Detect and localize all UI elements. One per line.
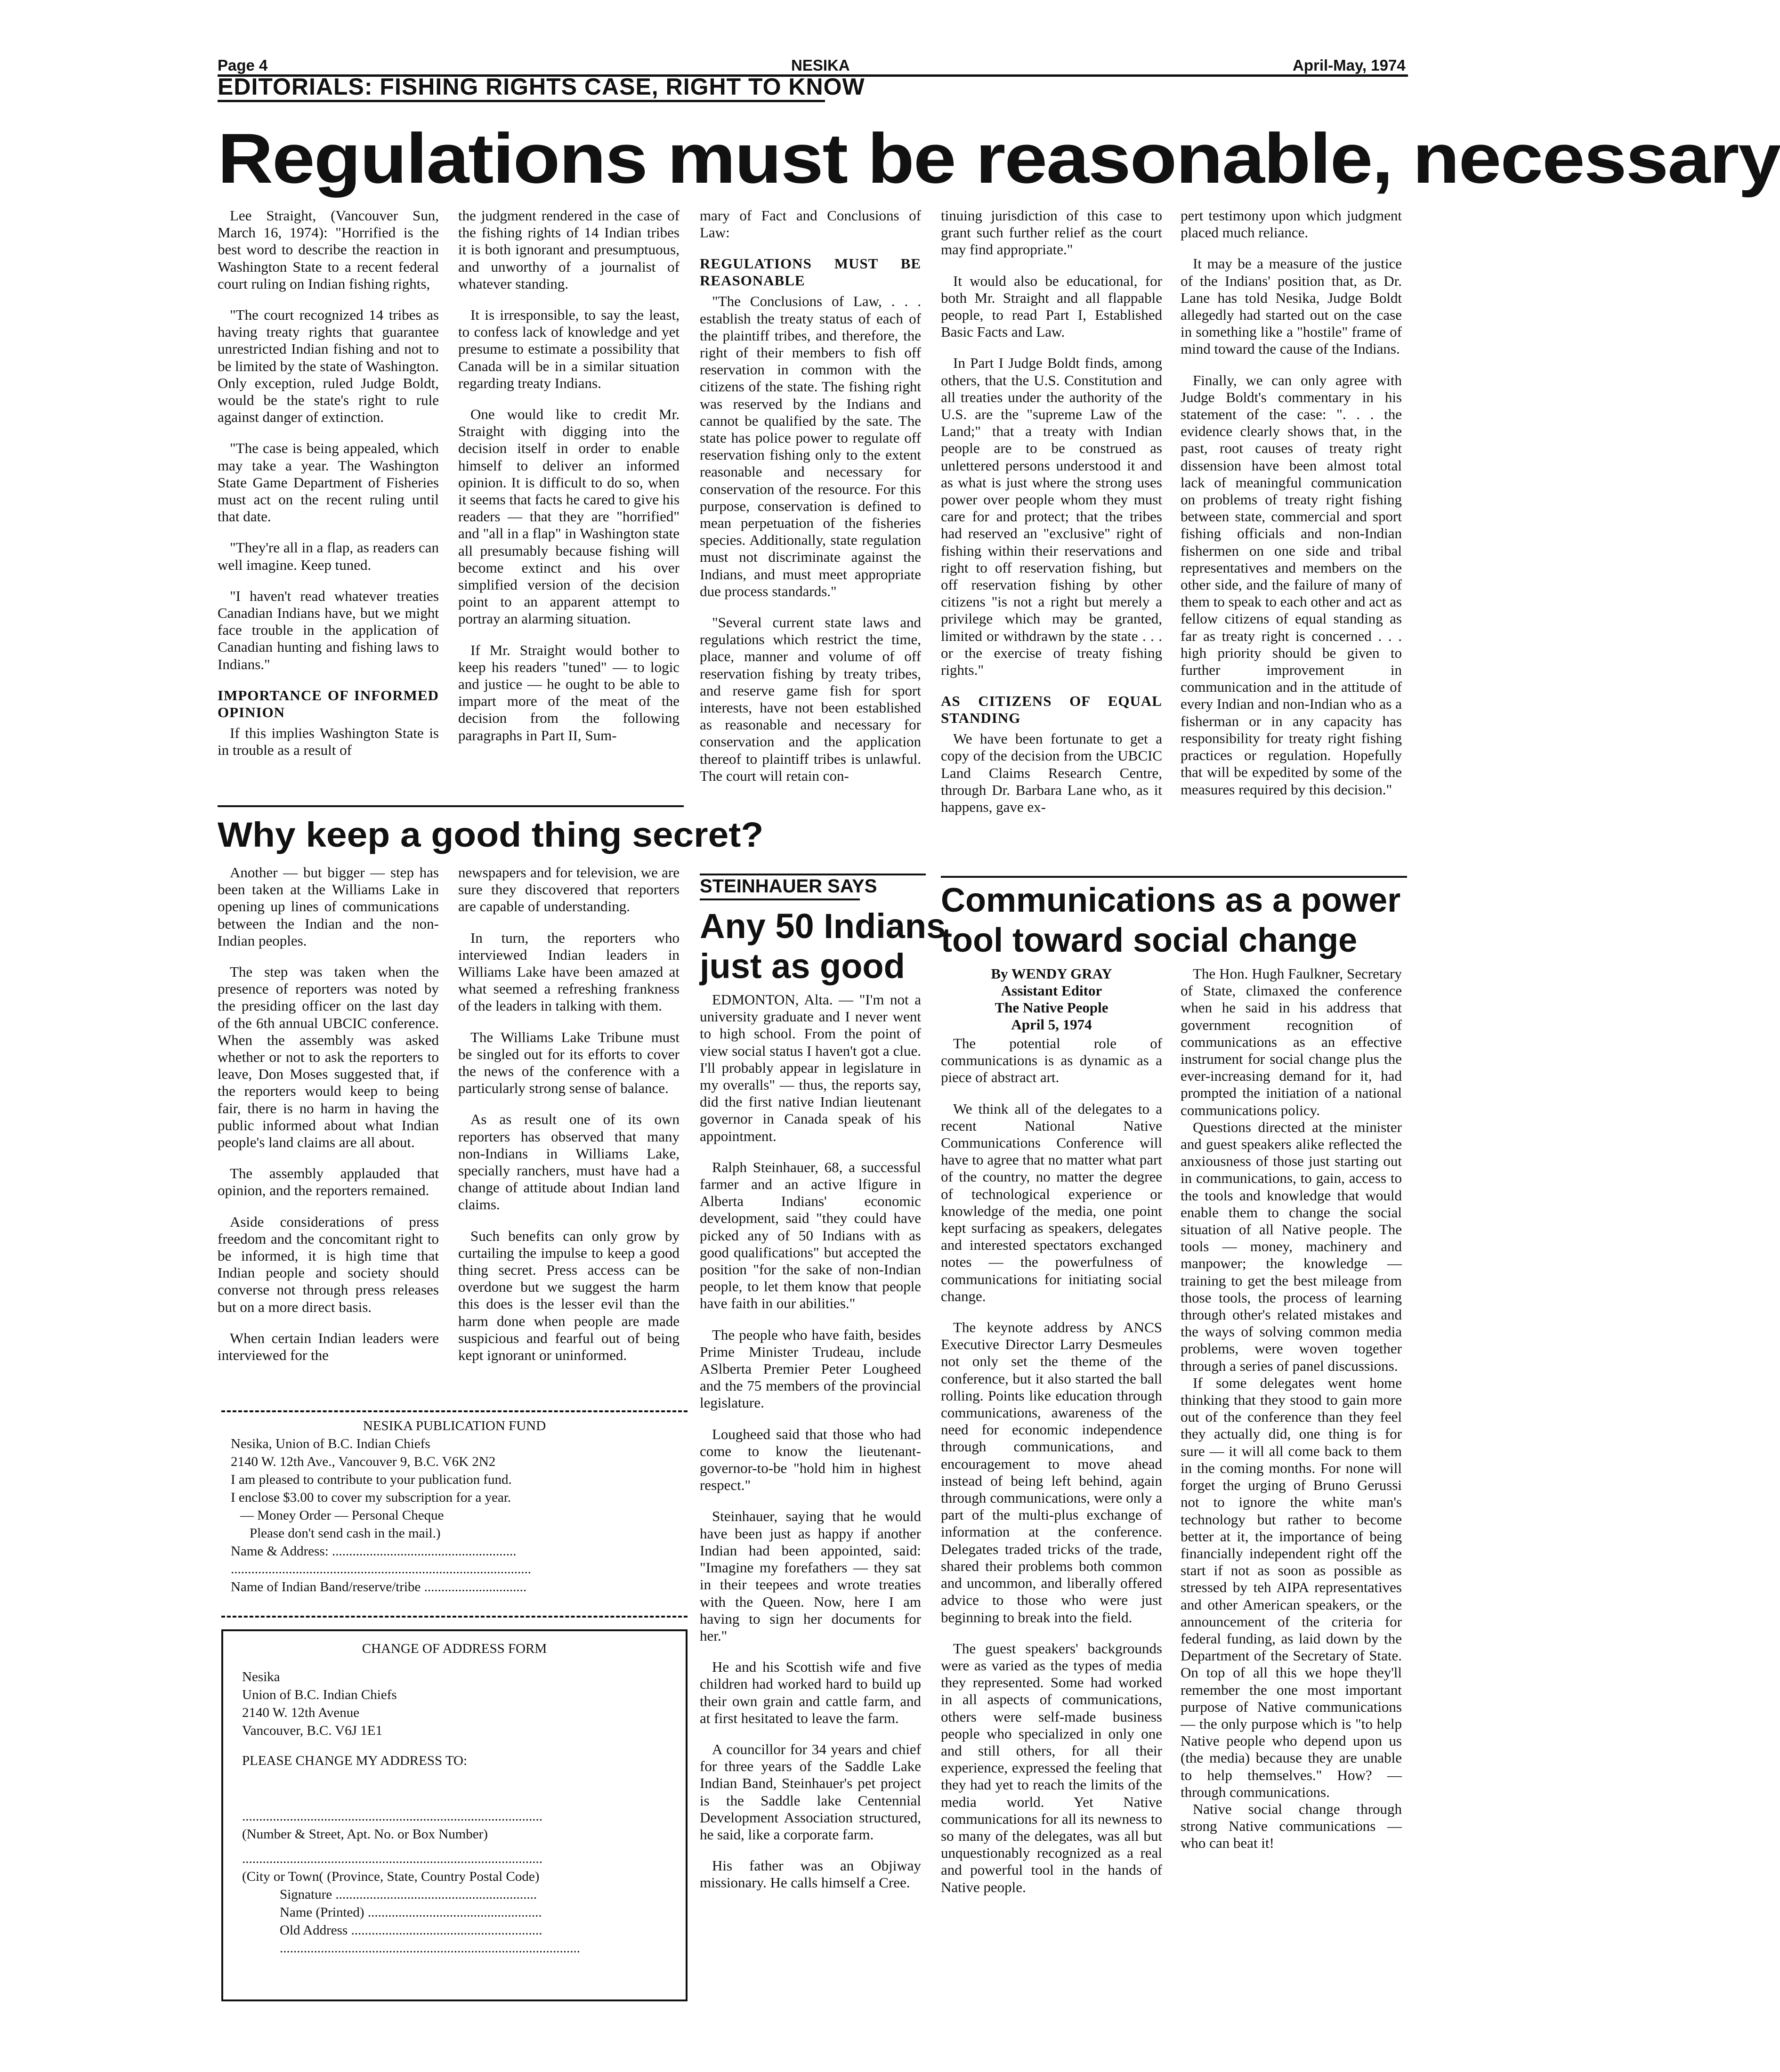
secret-column-1: [218, 864, 439, 1378]
band-field[interactable]: Name of Indian Band/reserve/tribe ..............................: [231, 1579, 527, 1594]
paragraph: The people who have faith, besides Prime Minister Trudeau, include ASlberta Premier Peter Lougheed and the 75 members of the provincial legislature.: [700, 1326, 921, 1411]
editorial-column-5: [1181, 207, 1402, 812]
paragraph: We have been fortunate to get a copy of the decision from the UBCIC Land Claims Research Centre, through Dr. Barbara Lane who, as it happens, gave ex-: [941, 730, 1162, 816]
paragraph: Ralph Steinhauer, 68, a successful farmer and an active lfigure in Alberta Indians' economic development, said "they could have picked any of 50 Indians with as good qualifications" but accepted the position "for the sake of non-Indian people, to let them know that people have faith in our abilities.": [700, 1158, 921, 1312]
editorial-column-4: [941, 207, 1162, 830]
coupon-line: 2140 W. 12th Ave., Vancouver 9, B.C. V6K 2N2: [231, 1454, 496, 1469]
form-line: 2140 W. 12th Avenue: [242, 1705, 360, 1720]
publication-fund-coupon: [221, 1410, 688, 1618]
old-address-field[interactable]: Old Address ........................................................: [280, 1923, 542, 1938]
form-instruction: PLEASE CHANGE MY ADDRESS TO:: [242, 1753, 468, 1768]
paragraph: One would like to credit Mr. Straight with digging into the decision itself in order to enable himself to deliver an informed opinion. It is difficult to do so, when it seems that facts he cared to give his readers — that they are "horrified" and "all in a flap" in Washington state all presumably because fishing will become extinct and his over simplified version of the decision point to an apparent attempt to portray an alarming situation.: [458, 406, 680, 627]
secret-headline: Why keep a good thing secret?: [218, 815, 764, 854]
page-number: Page 4: [218, 57, 268, 74]
paragraph: EDMONTON, Alta. — "I'm not a university graduate and I never went to high school. From the point of view social status I haven't got a clue. I'll probably appear in legislature in my overalls" — thus, the reports say, did the first native Indian lieutenant governor in Canada speak of his appointment.: [700, 991, 921, 1144]
street-label: (Number & Street, Apt. No. or Box Number): [242, 1827, 488, 1842]
coupon-title: NESIKA PUBLICATION FUND: [363, 1418, 546, 1433]
byline-date: April 5, 1974: [1011, 1016, 1092, 1033]
old-address-continuation-field[interactable]: ........................................................................................: [280, 1941, 580, 1956]
coupon-line: Please don't send cash in the mail.): [250, 1526, 441, 1541]
paragraph: pert testimony upon which judgment placed much reliance.: [1181, 207, 1402, 241]
form-title: CHANGE OF ADDRESS FORM: [362, 1641, 547, 1656]
section-rule: [941, 876, 1407, 878]
byline-source: The Native People: [995, 999, 1108, 1016]
city-label: (City or Town( (Province, State, Country Postal Code): [242, 1869, 540, 1884]
communications-column-1: [941, 965, 1162, 1910]
paragraph: Native social change through strong Native communications — who can beat it!: [1181, 1800, 1402, 1852]
paragraph: "Several current state laws and regulations which restrict the time, place, manner and volume of off reservation fishing by treaty tribes, and reserve game fish for sport interests, have not been established as reasonable and necessary for conservation and the application thereof to plaintiff tribes is unlawful. The court will retain con-: [700, 614, 921, 784]
signature-field[interactable]: Signature ...........................................................: [280, 1887, 537, 1902]
paragraph: It is irresponsible, to say the least, to confess lack of knowledge and yet presume to estimate a possibility that Canada will be in a similar situation regarding treaty Indians.: [458, 307, 680, 391]
paragraph: The Williams Lake Tribune must be singled out for its efforts to cover the news of the conference with a particularly strong sense of balance.: [458, 1028, 680, 1097]
paragraph: In turn, the reporters who interviewed Indian leaders in Williams Lake have been amazed at what seemed a refreshing frankness of the leaders in talking with them.: [458, 929, 680, 1014]
paragraph: In Part I Judge Boldt finds, among others, that the U.S. Constitution and all treaties under the authority of the U.S. are the "supreme Law of the Land;" that a treaty with Indian people are to be construed as unlettered persons understood it and as what is just where the strong uses power over people whom they must care for and protect; that the tribes had reserved an "exclusive" right of fishing within their reservations and right to off reservation fishing, but off reservation fishing by other citizens "is not a right but merely a privilege which may be granted, limited or withdrawn by the state . . . or the exercise of treaty fishing rights.": [941, 355, 1162, 679]
paragraph: As as result one of its own reporters has observed that many non-Indians in Williams Lake, specially ranchers, must have had a change of attitude about Indian land claims.: [458, 1111, 680, 1213]
secret-column-2: [458, 864, 680, 1378]
byline-author: By WENDY GRAY: [991, 965, 1112, 982]
paragraph: When certain Indian leaders were interviewed for the: [218, 1329, 439, 1364]
paragraph: His father was an Objiway missionary. He calls himself a Cree.: [700, 1857, 921, 1891]
communications-column-2: [1181, 965, 1402, 1852]
city-field[interactable]: ........................................................................................: [242, 1851, 542, 1866]
issue-date: April-May, 1974: [1293, 57, 1406, 74]
paragraph: Questions directed at the minister and guest speakers alike reflected the anxiousness of those just starting out in communications, to gain, access to the tools and knowledge that would enable them to change the social situation of all Native people. The tools — money, machinery and manpower; the knowledge — training to get the best mileage from those tools, the process of learning through other's related mistakes and the ways of solving common media problems, were woven together through a series of panel discussions.: [1181, 1118, 1402, 1374]
byline-title: Assistant Editor: [1001, 982, 1102, 999]
street-field[interactable]: ........................................................................................: [242, 1809, 542, 1824]
coupon-line: I enclose $3.00 to cover my subscription for a year.: [231, 1490, 511, 1505]
paragraph: mary of Fact and Conclusions of Law:: [700, 207, 921, 241]
communications-headline-line-2: tool toward social change: [941, 922, 1358, 959]
payment-options[interactable]: — Money Order — Personal Cheque: [240, 1508, 444, 1523]
paragraph: If some delegates went home thinking that they stood to gain more out of the conference than they feel they actually did, one thing is for sure — it will all come back to them in the coming months. For none will forget the urging of Bruno Gerussi not to ignore the white man's technology but rather to become better at it, the importance of being financially independent right off the start if not as soon as possible as stressed by teh AIPA representatives and other American speakers, or the announcement of the criteria for federal funding, as laid down by the Department of the Secretary of State. On top of all this we hope they'll remember the one most important purpose of Native communications — the only purpose which is "to help Native people who depend upon us (the media) because they are unable to help themselves." How? — through communications.: [1181, 1374, 1402, 1800]
paragraph: The guest speakers' backgrounds were as varied as the types of media they represented. Some had worked in all aspects of communications, others were self-made business people who specialized in only one and still others, for all their experience, expressed the feeling that they had yet to reach the limits of the media world. Yet Native communications for all its newness to so many of the delegates, was all but unquestionably recognized as a real and powerful tool in the hands of Native people.: [941, 1640, 1162, 1895]
section-rule: [700, 874, 926, 875]
paragraph: A councillor for 34 years and chief for three years of the Saddle Lake Indian Band, Steinhauer's pet project is the Saddle lake Centennial Development Association structured, he said, like a corporate farm.: [700, 1740, 921, 1843]
editorial-column-1: [218, 207, 439, 773]
section-kicker: EDITORIALS: FISHING RIGHTS CASE, RIGHT TO KNOW: [218, 73, 865, 100]
form-line: Vancouver, B.C. V6J 1E1: [242, 1723, 382, 1738]
paragraph: "The Conclusions of Law, . . . establish the treaty status of each of the plaintiff tribes, and therefore, the right of their members to fish off reservation in common with the citizens of the state. The fishing right was reserved by the Indians and cannot be qualified by the sate. The state has police power to regulate off reservation fishing only to the extent reasonable and necessary for conservation of the resource. For this purpose, conservation is defined to mean perpetuation of the fisheries species. Additionally, state regulation must not discriminate against the Indians, and must meet appropriate due process standards.": [700, 293, 921, 599]
coupon-line: Nesika, Union of B.C. Indian Chiefs: [231, 1436, 430, 1451]
paragraph: The Hon. Hugh Faulkner, Secretary of State, climaxed the conference when he said in his address that government recognition of communications as an effective instrument for social change plus the ever-increasing demand for it, had prompted the initiation of a national communications policy.: [1181, 965, 1402, 1118]
steinhauer-kicker: STEINHAUER SAYS: [700, 876, 877, 897]
paragraph: The step was taken when the presence of reporters was noted by the presiding officer on the last day of the 6th annual UBCIC conference. When the assembly was asked whether or not to ask the reporters to leave, Don Moses suggested that, if the reporters would keep to being fair, there is no harm in having the public informed about what Indian people's land claims are all about.: [218, 963, 439, 1151]
form-line: Nesika: [242, 1669, 280, 1684]
kicker-underline: [218, 100, 825, 102]
editorial-column-2: [458, 207, 680, 758]
communications-headline-line-1: Communications as a power: [941, 882, 1401, 919]
paragraph: Such benefits can only grow by curtailing the impulse to keep a good thing secret. Press access can be overdone but we suggest the harm this does is the lesser evil than the harm done when people are made suspicious and fearful out of being kept ignorant or uninformed.: [458, 1227, 680, 1364]
printed-name-field[interactable]: Name (Printed) ...................................................: [280, 1905, 542, 1920]
main-headline: Regulations must be reasonable, necessary: [218, 119, 1780, 198]
section-rule: [218, 805, 684, 807]
paragraph: Another — but bigger — step has been taken at the Williams Lake in opening up lines of communications between the Indian and the non-Indian peoples.: [218, 864, 439, 949]
paragraph: Lougheed said that those who had come to know the lieutenant-governor-to-be "hold him in highest respect.": [700, 1425, 921, 1494]
paragraph: It may be a measure of the justice of the Indians' position that, as Dr. Lane has told Nesika, Judge Boldt allegedly had started out on the case in something like a "hostile" frame of mind toward the cause of the Indians.: [1181, 255, 1402, 357]
kicker-underline: [700, 898, 860, 900]
subhead: IMPORTANCE OF INFORMED OPINION: [218, 687, 439, 720]
paragraph: "They're all in a flap, as readers can well imagine. Keep tuned.: [218, 539, 439, 573]
paragraph: The potential role of communications is as dynamic as a piece of abstract art.: [941, 1035, 1162, 1086]
change-of-address-form: [221, 1629, 688, 2001]
paragraph: the judgment rendered in the case of the fishing rights of 14 Indian tribes it is both ignorant and presumptuous, and unworthy of a journalist of whatever standing.: [458, 207, 680, 292]
name-address-field[interactable]: Name & Address: ......................................................: [231, 1544, 517, 1559]
paragraph: "The court recognized 14 tribes as having treaty rights that guarantee unrestricted Indian fishing and not to be limited by the state of Washington. Only exception, ruled Judge Boldt, would be the state's right to rule against danger of extinction.: [218, 307, 439, 426]
editorial-column-3: [700, 207, 921, 799]
steinhauer-headline-line-2: just as good: [700, 947, 905, 986]
paragraph: Steinhauer, saying that he would have been just as happy if another Indian had been appointed, said: "Imagine my forefathers — they sat in their teepees and wrote treaties with the Queen. Now, here I am having to sign her documents for her.": [700, 1508, 921, 1644]
address-continuation-field[interactable]: ........................................................................................: [231, 1562, 531, 1577]
steinhauer-headline-line-1: Any 50 Indians: [700, 906, 946, 946]
paragraph: Finally, we can only agree with Judge Boldt's commentary in his statement of the case: ". . . the evidence clearly shows that, in the past, root causes of treaty right dissension have been almost total lack of meaningful communication on problems of treaty right fishing between state, commercial and sport fishing officials and non-Indian fishermen on one side and tribal representatives and members on the other side, and the failure of many of them to speak to each other and act as fellow citizens of equal standing as far as treaty right is concerned . . . high priority should be given to further improvement in communication and in the attitude of every Indian and non-Indian who as a fisherman or in any capacity has responsibility for treaty right fishing practices or regulation. Hopefully that will be expedited by some of the measures required by this decision.": [1181, 372, 1402, 798]
steinhauer-column: [700, 991, 921, 1906]
paragraph: newspapers and for television, we are sure they discovered that reporters are capable of understanding.: [458, 864, 680, 915]
paragraph: If Mr. Straight would bother to keep his readers "tuned" — to logic and justice — he ought to be able to impart more of the meat of the decision from the following paragraphs in Part II, Sum-: [458, 641, 680, 744]
paragraph: If this implies Washington State is in trouble as a result of: [218, 724, 439, 759]
paragraph: He and his Scottish wife and five children had worked hard to build up their own grain and cattle farm, and at first hesitated to leave the farm.: [700, 1659, 921, 1726]
paragraph: Lee Straight, (Vancouver Sun, March 16, 1974): "Horrified is the best word to describe the reaction in Washington State to a recent federal court ruling on Indian fishing rights,: [218, 207, 439, 292]
form-line: Union of B.C. Indian Chiefs: [242, 1687, 397, 1702]
paragraph: "I haven't read whatever treaties Canadian Indians have, but we might face trouble in the application of Canadian hunting and fishing laws to Indians.": [218, 587, 439, 672]
publication-name: NESIKA: [791, 57, 850, 74]
subhead: AS CITIZENS OF EQUAL STANDING: [941, 693, 1162, 727]
paragraph: The assembly applauded that opinion, and the reporters remained.: [218, 1165, 439, 1199]
paragraph: tinuing jurisdiction of this case to grant such further relief as the court may find appropriate.": [941, 207, 1162, 258]
paragraph: We think all of the delegates to a recent National Native Communications Conference will have to agree that no matter what part of the country, no matter the degree of technological experience or knowledge of the media, one point kept surfacing as speakers, delegates and interested spectators exchanged notes — the powerfulness of communications for initiating social change.: [941, 1100, 1162, 1304]
paragraph: Aside considerations of press freedom and the concomitant right to be informed, it is high time that Indian people and society should converse not through press releases but on a more direct basis.: [218, 1213, 439, 1315]
paragraph: The keynote address by ANCS Executive Director Larry Desmeules not only set the theme of the conference, but it also started the ball rolling. Points like education through communications, awareness of the need for economic independence through communications, and encouragement to move ahead instead of being left behind, again through communications, were only a part of the multi-plus exchange of information at the conference. Delegates traded tricks of the trade, shared their problems both common and uncommon, and liberally offered advice to those who were just beginning to break into the field.: [941, 1319, 1162, 1626]
paragraph: It would also be educational, for both Mr. Straight and all flappable people, to read Part I, Established Basic Facts and Law.: [941, 272, 1162, 340]
coupon-line: I am pleased to contribute to your publication fund.: [231, 1472, 512, 1487]
paragraph: "The case is being appealed, which may take a year. The Washington State Game Department of Fisheries must act on the recent ruling until that date.: [218, 440, 439, 525]
subhead: REGULATIONS MUST BE REASONABLE: [700, 255, 921, 289]
